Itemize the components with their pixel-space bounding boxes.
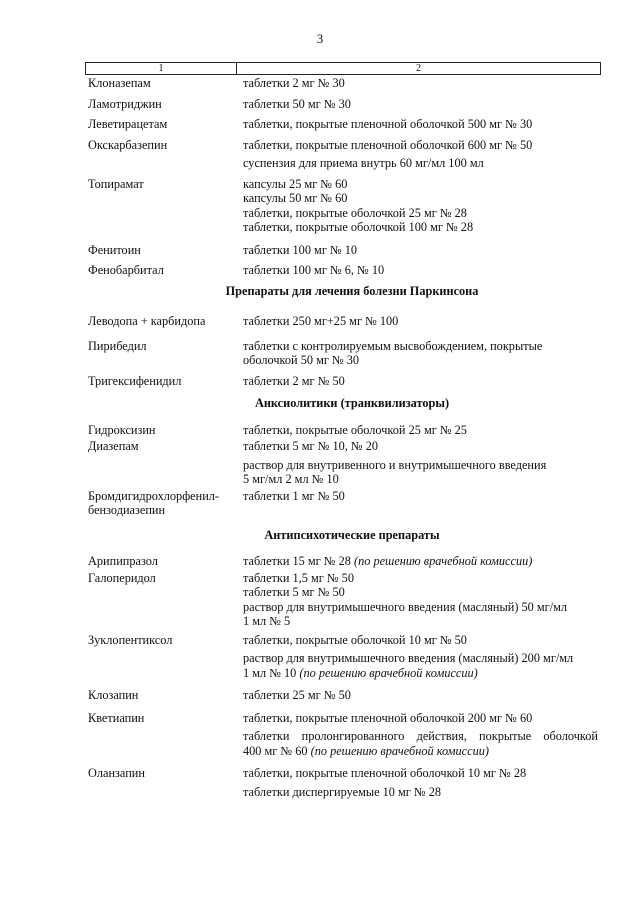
drug-name: Оланзапин (88, 766, 145, 780)
table-row (88, 711, 598, 759)
drug-forms: таблетки 1,5 мг № 50 таблетки 5 мг № 50 раствор для внутримышечного введения (масляный) 50 мг/мл 1 мл № 5 (243, 570, 568, 628)
drug-forms: таблетки 250 мг+25 мг № 100 (243, 314, 399, 328)
table-row (88, 374, 598, 389)
drug-table (88, 76, 598, 799)
column-1-header: 1 (86, 63, 237, 74)
table-row (88, 439, 598, 487)
drug-name: Фенобарбитал (88, 263, 164, 277)
drug-forms: таблетки 15 мг № 28 (по решению врачебной комиссии) (243, 554, 533, 568)
table-header (85, 62, 601, 75)
drug-forms: таблетки, покрытые оболочкой 10 мг № 50 раствор для внутримышечного введения (масляный) 200 мг/мл 1 мл № 10 (по решению врачебной комиссии) (243, 632, 574, 680)
drug-forms: таблетки 25 мг № 50 (243, 688, 351, 702)
table-row (88, 117, 598, 132)
drug-name: Гидроксизин (88, 422, 156, 437)
table-row (88, 554, 598, 569)
table-row (88, 177, 598, 235)
drug-name: Топирамат (88, 176, 144, 191)
drug-forms: таблетки, покрытые оболочкой 25 мг № 25 (243, 422, 467, 437)
drug-name: Арипипразол (88, 554, 158, 568)
drug-name: Ламотриджин (88, 96, 162, 111)
drug-name: Фенитоин (88, 242, 141, 257)
drug-forms: таблетки 5 мг № 10, № 20 раствор для внутривенного и внутримышечного введения 5 мг/мл 2 мл № 10 (243, 439, 547, 486)
table-row (88, 97, 598, 112)
table-row (88, 766, 598, 799)
table-row (88, 489, 598, 518)
table-row (88, 688, 598, 703)
drug-forms: таблетки с контролируемым высвобождением, покрытые оболочкой 50 мг № 30 (243, 338, 543, 367)
drug-forms: таблетки 100 мг № 6, № 10 (243, 263, 385, 277)
drug-forms: таблетки 100 мг № 10 (243, 242, 358, 257)
drug-name: Кветиапин (88, 710, 145, 725)
drug-name: Зуклопентиксол (88, 632, 173, 647)
table-row (88, 314, 598, 329)
drug-name: Леводопа + карбидопа (88, 314, 206, 328)
drug-name: Окскарбазепин (88, 137, 168, 152)
drug-forms: таблетки, покрытые пленочной оболочкой 600 мг № 50 суспензия для приема внутрь 60 мг/мл 100 мл (243, 137, 533, 170)
table-row (88, 138, 598, 171)
drug-name: Тригексифенидил (88, 373, 182, 388)
drug-name: Леветирацетам (88, 117, 168, 131)
drug-name: Пирибедил (88, 338, 147, 353)
table-row (88, 633, 598, 681)
table-row (88, 423, 598, 438)
column-2-header: 2 (416, 63, 421, 74)
section-heading: Препараты для лечения болезни Паркинсона (225, 283, 479, 298)
section-heading: Антипсихотические препараты (264, 527, 440, 542)
table-row (88, 339, 598, 368)
drug-forms: таблетки, покрытые пленочной оболочкой 10 мг № 28 таблетки диспергируемые 10 мг № 28 (243, 766, 527, 799)
drug-forms: таблетки 1 мг № 50 (243, 488, 345, 503)
drug-forms: таблетки 2 мг № 30 (243, 76, 345, 90)
section-heading: Анксиолитики (транквилизаторы) (254, 396, 450, 410)
drug-forms: таблетки, покрытые пленочной оболочкой 200 мг № 60 таблетки пролонгированного действия, покрытые оболочкой 400 мг № 60 (по решению врачебной комиссии) (243, 710, 598, 758)
drug-forms: таблетки, покрытые пленочной оболочкой 500 мг № 30 (243, 117, 533, 131)
table-row (88, 243, 598, 258)
drug-forms: таблетки 2 мг № 50 (243, 373, 345, 388)
drug-name: Бромдигидрохлорфенил- бензодиазепин (88, 488, 220, 517)
table-row (88, 571, 598, 629)
drug-name: Клозапин (88, 688, 139, 702)
table-row (88, 263, 598, 278)
drug-forms: капсулы 25 мг № 60 капсулы 50 мг № 60 таблетки, покрытые оболочкой 25 мг № 28 таблетки, покрытые оболочкой 100 мг № 28 (243, 176, 474, 234)
drug-name: Клоназепам (88, 76, 151, 90)
drug-forms: таблетки 50 мг № 30 (243, 96, 351, 111)
table-row (88, 76, 598, 91)
drug-name: Галоперидол (88, 570, 156, 585)
drug-name: Диазепам (88, 439, 139, 453)
page-number: 3 (316, 31, 324, 46)
